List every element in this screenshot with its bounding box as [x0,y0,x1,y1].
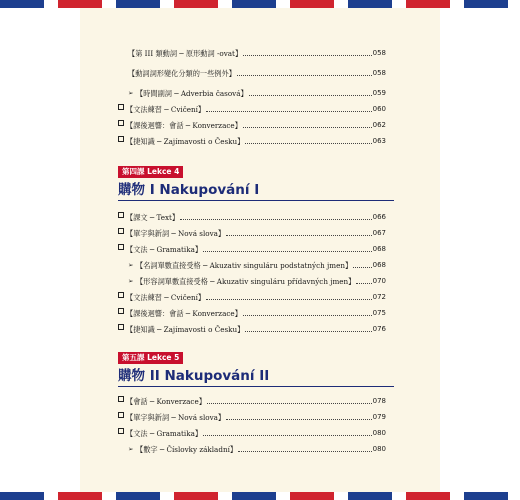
checkbox-icon [118,120,126,130]
stripe-segment [44,0,58,8]
top-decorative-stripe [0,0,520,8]
toc-entry[interactable] [118,240,386,254]
toc-page-number: 078 [372,397,386,405]
stripe-segment [44,492,58,500]
toc-entry[interactable] [118,288,386,302]
dot-leader [353,266,371,268]
stripe-segment [290,0,334,8]
arrow-bullet-icon: ➢ [128,277,134,285]
stripe-segment [508,0,520,8]
checkbox-icon [118,212,126,222]
arrow-bullet-icon: ➢ [128,89,134,97]
toc-entry-title: 【文法 ─ Gramatika】 [126,245,203,254]
dot-leader [245,142,371,144]
toc-page-number: 067 [372,229,386,237]
toc-entry-title: 【課文 ─ Text】 [126,213,180,222]
stripe-segment [58,492,102,500]
stripe-segment [464,0,508,8]
toc-entry-title: 【形容詞單數直接受格 ─ Akuzativ singuláru přídavných jmen】 [136,277,356,286]
dot-leader [226,418,372,420]
stripe-segment [334,0,348,8]
toc-page-number: 075 [372,309,386,317]
stripe-segment [218,492,232,500]
lesson-badge: 第五課 Lekce 5 [118,352,183,364]
toc-page-number: 058 [372,49,386,57]
checkbox-icon [118,396,126,406]
toc-entry-title: 【第 III 類動詞 ─ 原形動詞 -ovat】 [128,49,243,58]
toc-entry[interactable] [118,424,386,438]
checkbox-icon [118,292,126,302]
toc-entry[interactable] [128,440,386,454]
toc-entry[interactable] [118,100,386,114]
toc-entry-title: 【文法練習 ─ Cvičení】 [126,293,206,302]
lesson-heading: 購物 II Nakupování II [118,368,394,387]
toc-entry[interactable] [118,408,386,422]
toc-entry[interactable] [118,132,386,146]
toc-entry-title: 【會話 ─ Konverzace】 [126,397,206,406]
toc-entry[interactable] [118,208,386,222]
toc-page-number: 059 [372,89,386,97]
toc-entry-title: 【課後迴響：會話 ─ Konverzace】 [126,121,242,130]
dot-leader [237,74,372,76]
toc-page-number: 063 [372,137,386,145]
dot-leader [206,298,372,300]
toc-page-number: 076 [372,325,386,333]
toc-entry-title: 【單字與新詞 ─ Nová slova】 [126,413,226,422]
dot-leader [243,314,372,316]
toc-entry[interactable] [128,44,386,58]
stripe-segment [218,0,232,8]
checkbox-icon [118,228,126,238]
dot-leader [206,110,372,112]
toc-entry[interactable] [118,392,386,406]
toc-entry-title: 【動詞詞形變化分類的一些例外】 [128,69,236,78]
toc-page-number: 072 [372,293,386,301]
dot-leader [203,434,372,436]
stripe-segment [406,0,450,8]
dot-leader [356,282,371,284]
dot-leader [243,54,371,56]
stripe-segment [58,0,102,8]
toc-page-number: 068 [372,245,386,253]
bottom-decorative-stripe [0,492,520,500]
stripe-segment [392,492,406,500]
checkbox-icon [118,324,126,334]
stripe-segment [174,0,218,8]
toc-page-number: 080 [372,445,386,453]
stripe-segment [102,492,116,500]
toc-entry[interactable] [118,116,386,130]
toc-page-number: 068 [372,261,386,269]
stripe-segment [116,492,160,500]
toc-page-number: 058 [372,69,386,77]
checkbox-icon [118,136,126,146]
toc-entry-title: 【數字 ─ Číslovky základní】 [136,445,238,454]
toc-entry-title: 【課後迴響：會話 ─ Konverzace】 [126,309,242,318]
stripe-segment [464,492,508,500]
toc-entry-title: 【時間副詞 ─ Adverbia časová】 [136,89,248,98]
stripe-segment [160,492,174,500]
stripe-segment [160,0,174,8]
checkbox-icon [118,104,126,114]
toc-page-number: 079 [372,413,386,421]
stripe-segment [406,492,450,500]
toc-page-number: 062 [372,121,386,129]
arrow-bullet-icon: ➢ [128,261,134,269]
dot-leader [249,94,372,96]
toc-page-number: 080 [372,429,386,437]
toc-entry-title: 【捷知識 ─ Zajímavosti o Česku】 [126,137,245,146]
toc-entry[interactable] [128,64,386,78]
toc-entry[interactable] [128,84,386,98]
checkbox-icon [118,244,126,254]
lesson-heading: 購物 I Nakupování I [118,182,394,201]
toc-entry-title: 【文法練習 ─ Cvičení】 [126,105,206,114]
toc-entry[interactable] [118,304,386,318]
stripe-segment [116,0,160,8]
toc-entry[interactable] [118,224,386,238]
dot-leader [245,330,371,332]
stripe-segment [0,0,44,8]
stripe-segment [276,0,290,8]
stripe-segment [348,0,392,8]
stripe-segment [276,492,290,500]
toc-page-number: 060 [372,105,386,113]
toc-entry-title: 【文法 ─ Gramatika】 [126,429,203,438]
toc-entry[interactable] [128,256,386,270]
dot-leader [207,402,372,404]
dot-leader [180,218,372,220]
stripe-segment [290,492,334,500]
stripe-segment [102,0,116,8]
toc-entry-title: 【單字與新詞 ─ Nová slova】 [126,229,226,238]
stripe-segment [348,492,392,500]
stripe-segment [450,492,464,500]
dot-leader [238,450,372,452]
toc-entry[interactable] [118,320,386,334]
stripe-segment [392,0,406,8]
arrow-bullet-icon: ➢ [128,445,134,453]
stripe-segment [232,0,276,8]
checkbox-icon [118,428,126,438]
toc-entry-title: 【捷知識 ─ Zajímavosti o Česku】 [126,325,245,334]
stripe-segment [0,492,44,500]
checkbox-icon [118,308,126,318]
toc-entry-title: 【名詞單數直接受格 ─ Akuzativ singuláru podstatných jmen】 [136,261,353,270]
stripe-segment [232,492,276,500]
dot-leader [243,126,372,128]
dot-leader [203,250,372,252]
stripe-segment [508,492,520,500]
dot-leader [226,234,372,236]
checkbox-icon [118,412,126,422]
toc-page-number: 070 [372,277,386,285]
stripe-segment [334,492,348,500]
stripe-segment [174,492,218,500]
stripe-segment [450,0,464,8]
toc-page-number: 066 [372,213,386,221]
lesson-badge: 第四課 Lekce 4 [118,166,183,178]
toc-entry[interactable] [128,272,386,286]
